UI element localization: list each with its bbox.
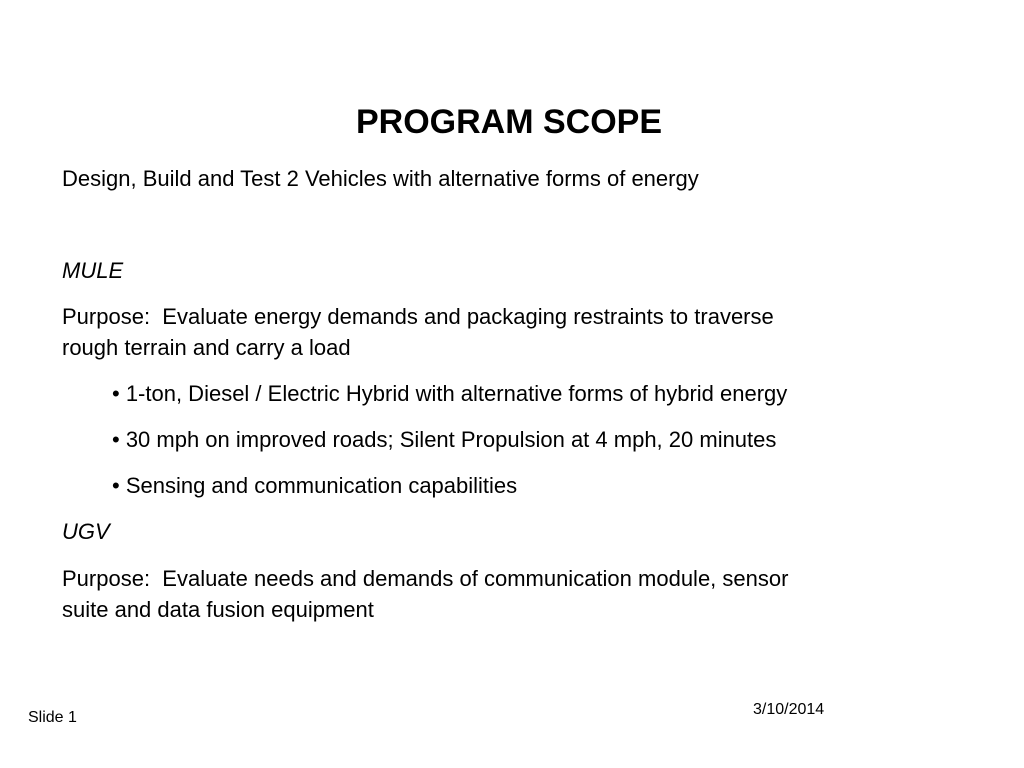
mule-bullet-speed: • 30 mph on improved roads; Silent Propulsion at 4 mph, 20 minutes	[112, 427, 777, 452]
ugv-heading: UGV	[62, 519, 110, 544]
slide-title: PROGRAM SCOPE	[355, 103, 663, 141]
mule-bullet-sensing: • Sensing and communication capabilities	[112, 473, 518, 498]
mule-heading: MULE	[62, 258, 124, 283]
mule-bullet-weight: • 1-ton, Diesel / Electric Hybrid with alternative forms of hybrid energy	[112, 381, 788, 406]
ugv-purpose-line-1: Purpose: Evaluate needs and demands of communication module, sensor	[62, 566, 789, 591]
mule-purpose-line-1: Purpose: Evaluate energy demands and packaging restraints to traverse	[62, 304, 774, 329]
ugv-purpose-line-2: suite and data fusion equipment	[62, 597, 374, 622]
footer-date: 3/10/2014	[753, 701, 825, 718]
mule-purpose-line-2: rough terrain and carry a load	[62, 335, 351, 360]
scope-summary: Design, Build and Test 2 Vehicles with alternative forms of energy	[62, 166, 699, 191]
footer-slide-number: Slide 1	[28, 709, 77, 726]
